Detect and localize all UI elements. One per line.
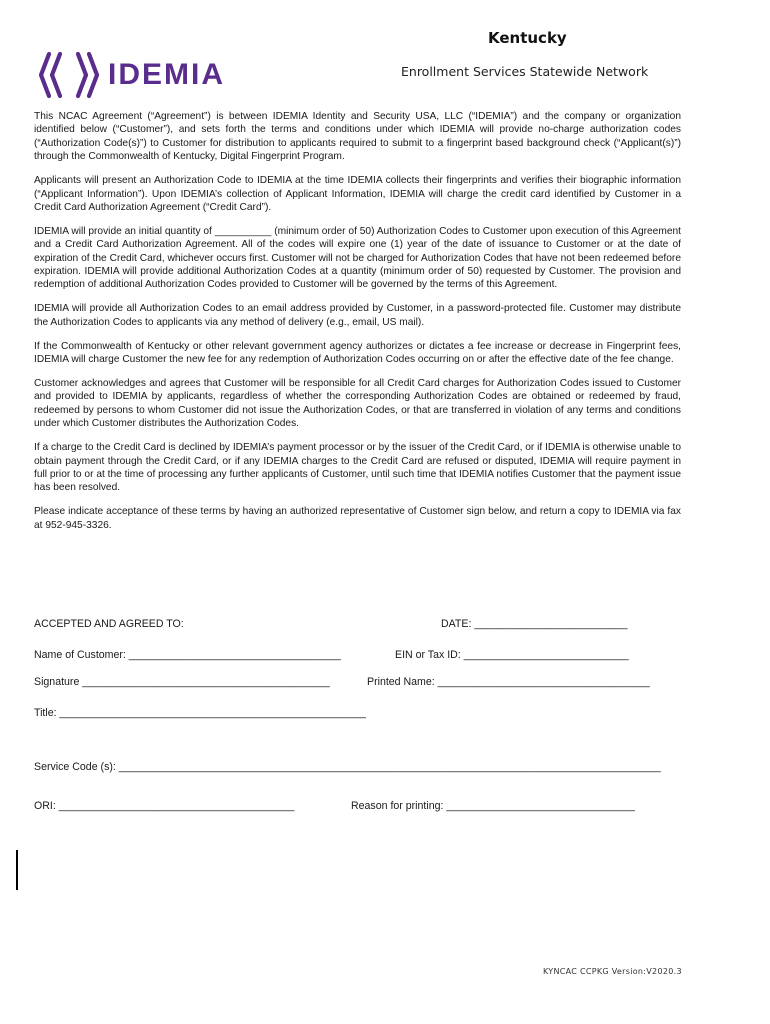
printed-name-field[interactable]: Printed Name: ____________________________________ <box>367 676 650 688</box>
signature-field[interactable]: Signature __________________________________________ <box>34 676 330 688</box>
paragraph-declined-charge: If a charge to the Credit Card is declined by IDEMIA’s payment processor or by the issuer of the Credit Card, or if IDEMIA is otherwise unable to obtain payment through the Credit Card, or if any IDEMIA charges to the Credit Card are refused or disputed, IDEMIA will require payment in full prior to or at the time of processing any further applicants of Customer, until such time that IDEMIA notifies Customer that the payment issue has been resolved. <box>34 442 681 494</box>
idemia-logo <box>38 50 248 100</box>
idemia-logo-text: IDEMIA <box>108 58 225 91</box>
ein-field[interactable]: EIN or Tax ID: ____________________________ <box>395 649 629 661</box>
paragraph-fee-change: If the Commonwealth of Kentucky or other relevant government agency authorizes or dictates a fee increase or decrease in Fingerprint fees, IDEMIA will charge Customer the new fee for any redemption of Authorization Codes occurring on or after the effective date of the fee change. <box>34 340 681 366</box>
accepted-label: ACCEPTED AND AGREED TO: <box>34 618 184 630</box>
paragraph-intro: This NCAC Agreement (“Agreement”) is between IDEMIA Identity and Security USA, LLC (“IDEMIA”) and the company or organization identified below (“Customer”), and sets forth the terms and conditions under which IDEMIA will provide no-charge authorization codes (“Authorization Code(s)”) to Customer for distribution to applicants required to submit to a fingerprint based background check (“Applicant(s)”) through the Commonwealth of Kentucky, Digital Fingerprint Program. <box>34 111 681 163</box>
paragraph-applicants: Applicants will present an Authorization Code to IDEMIA at the time IDEMIA collects their fingerprints and verifies their biographic information (“Applicant Information”). Upon IDEMIA’s collection of Applicant Information, IDEMIA will charge the credit card identified by Customer in a Credit Card Authorization Agreement (“Credit Card”). <box>34 175 681 213</box>
ori-field[interactable]: ORI: ________________________________________ <box>34 800 295 812</box>
version-footer: KYNCAC CCPKG Version:V2020.3 <box>543 967 682 976</box>
paragraph-responsibility: Customer acknowledges and agrees that Customer will be responsible for all Credit Card charges for Authorization Codes issued to Customer and provided to IDEMIA by applicants, regardless of whether the corresponding Authorization Codes are obtained or redeemed by fraud, redeemed by persons to whom Customer did not issue the Authorization Codes, or that are transferred in violation of any terms and conditions under which Customer distributes the Authorization Codes. <box>34 378 681 430</box>
customer-name-field[interactable]: Name of Customer: ____________________________________ <box>34 649 341 661</box>
agreement-body <box>34 110 681 543</box>
paragraph-initial-quantity: IDEMIA will provide an initial quantity of __________ (minimum order of 50) Authorization Codes to Customer upon execution of this Agreement and a Credit Card Authorization Agreement. All of the codes will expire one (1) year of the date of issuance to Customer or at the date of expiration of the Credit Card, whichever occurs first. Customer will not be charged for Authorization Codes that have not been redeemed before expiration. IDEMIA will provide additional Authorization Codes at a quantity (minimum order of 50) requested by Customer. The provision and redemption of additional Authorization Codes provided to Customer will be governed by the terms of this Agreement. <box>34 225 681 291</box>
margin-mark <box>16 850 18 890</box>
idemia-logo-mark-icon <box>38 50 100 100</box>
date-field[interactable]: DATE: __________________________ <box>441 618 628 630</box>
reason-for-printing-field[interactable]: Reason for printing: ________________________________ <box>351 800 635 812</box>
state-title: Kentucky <box>488 29 567 47</box>
network-title: Enrollment Services Statewide Network <box>401 64 649 79</box>
service-code-field[interactable]: Service Code (s): ____________________________________________________________________________________________ <box>34 761 661 773</box>
paragraph-delivery: IDEMIA will provide all Authorization Codes to an email address provided by Customer, in a password-protected file. Customer may distribute the Authorization Codes to applicants via any method of delivery (e.g., email, US mail). <box>34 303 681 328</box>
title-field[interactable]: Title: ____________________________________________________ <box>34 707 366 719</box>
paragraph-acceptance: Please indicate acceptance of these terms by having an authorized representative of Customer sign below, and return a copy to IDEMIA via fax at 952-945-3326. <box>34 506 681 531</box>
